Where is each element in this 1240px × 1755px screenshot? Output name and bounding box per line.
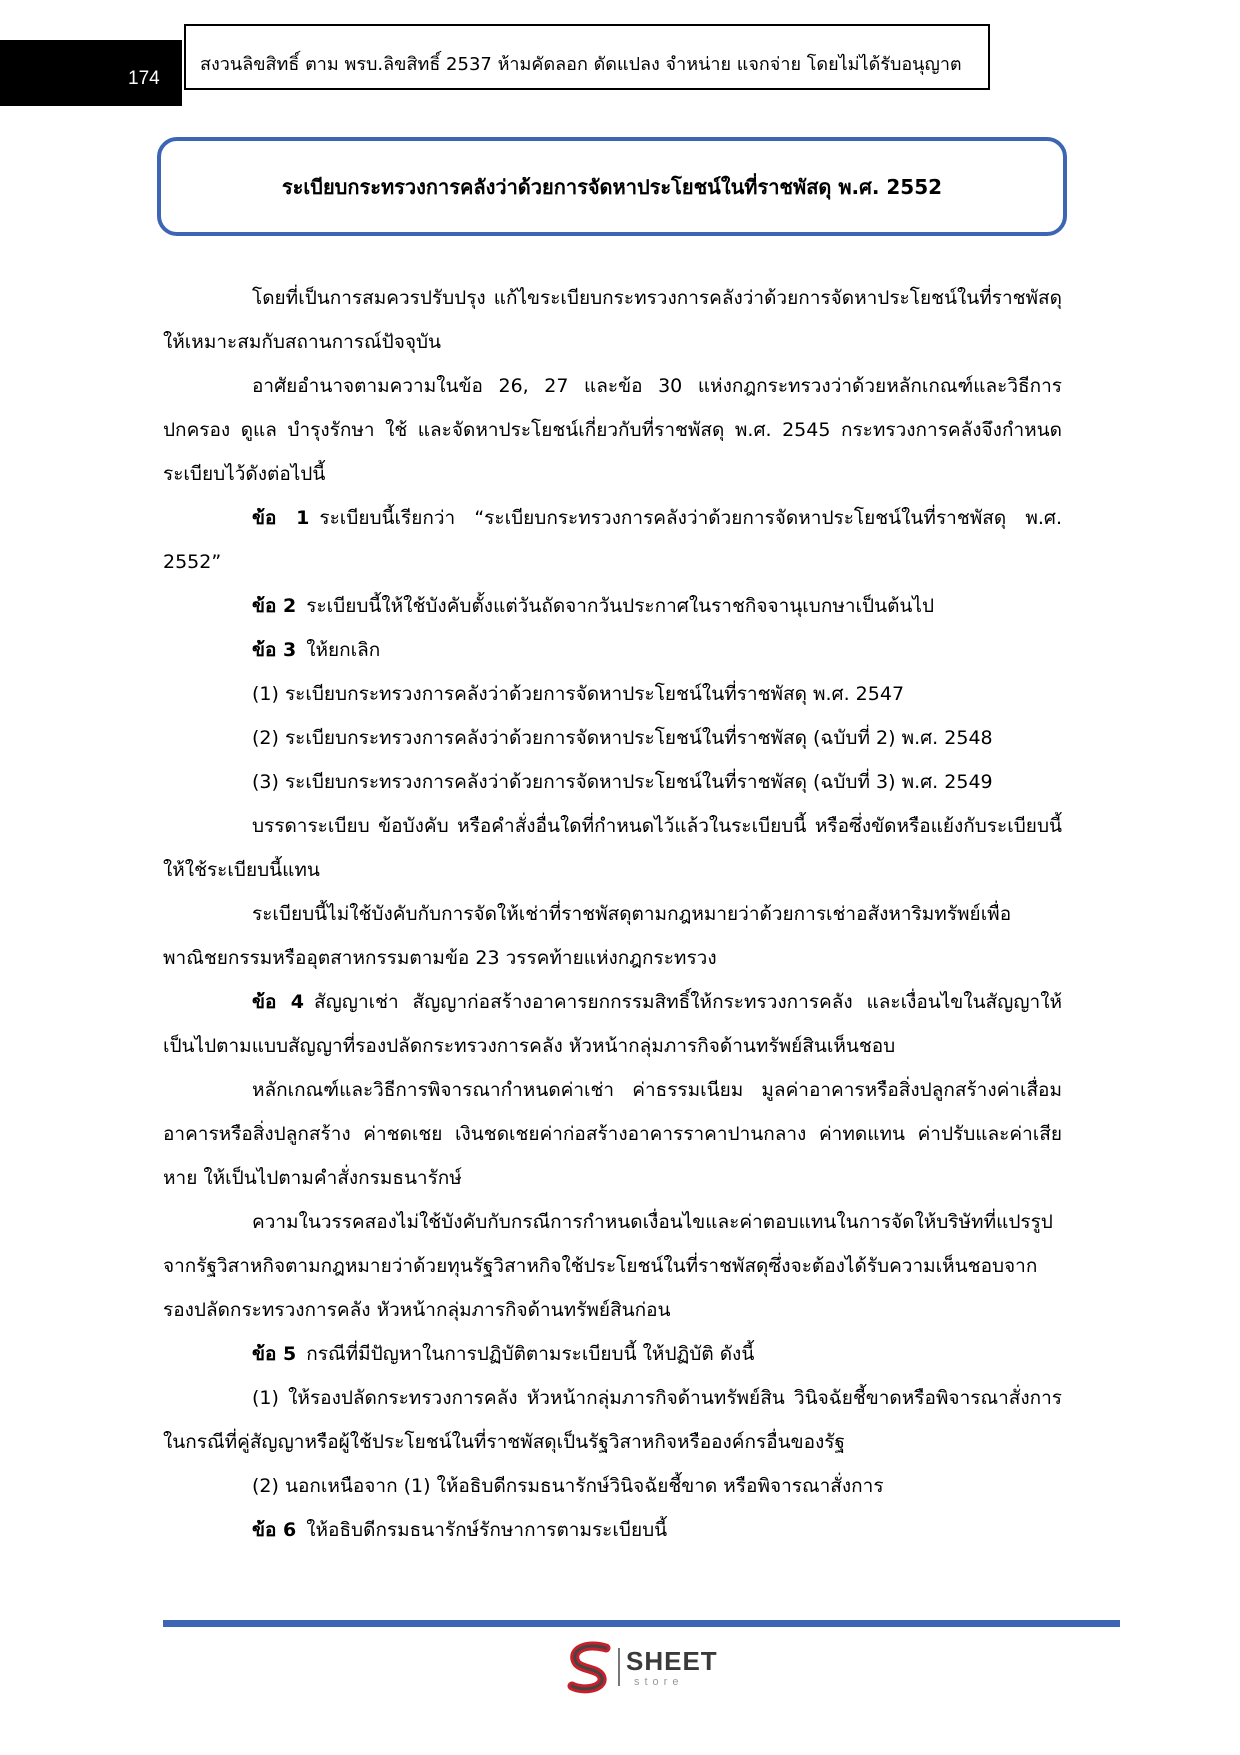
clause-4 bbox=[163, 980, 1062, 1068]
clause-4-paragraph-1: หลักเกณฑ์และวิธีการพิจารณากำหนดค่าเช่า ค่าธรรมเนียม มูลค่าอาคารหรือสิ่งปลูกสร้างค่าเสื่อมอาคารหรือสิ่งปลูกสร้าง ค่าชดเชย เงินชดเชยค่าก่อสร้างอาคารราคาปานกลาง ค่าทดแทน ค่าปรับและค่าเสียหาย ให้เป็นไปตามคำสั่งกรมธนารักษ์ bbox=[163, 1079, 1062, 1189]
document-body bbox=[163, 276, 1062, 1552]
sheet-store-logo bbox=[566, 1640, 750, 1696]
clause-1 bbox=[163, 496, 1062, 584]
clause-3-label: ข้อ 3 bbox=[252, 639, 297, 661]
title-box bbox=[157, 137, 1067, 236]
preamble-paragraph-2: อาศัยอำนาจตามความในข้อ 26, 27 และข้อ 30 แห่งกฎกระทรวงว่าด้วยหลักเกณฑ์และวิธีการปกครอง ดูแล บำรุงรักษา ใช้ และจัดหาประโยชน์เกี่ยวกับที่ราชพัสดุ พ.ศ. 2545 กระทรวงการคลังจึงกำหนดระเบียบไว้ดังต่อไปนี้ bbox=[163, 375, 1062, 485]
clause-1-text: ระเบียบนี้เรียกว่า “ระเบียบกระทรวงการคลังว่าด้วยการจัดหาประโยชน์ในที่ราชพัสดุ พ.ศ. 2552” bbox=[163, 507, 1062, 573]
preamble-paragraph-1: โดยที่เป็นการสมควรปรับปรุง แก้ไขระเบียบกระทรวงการคลังว่าด้วยการจัดหาประโยชน์ในที่ราชพัสดุให้เหมาะสมกับสถานการณ์ปัจจุบัน bbox=[163, 287, 1062, 353]
clause-1-label: ข้อ 1 bbox=[252, 507, 310, 529]
clause-5-item-1: (1) ให้รองปลัดกระทรวงการคลัง หัวหน้ากลุ่มภารกิจด้านทรัพย์สิน วินิจฉัยชี้ขาดหรือพิจารณาสั่งการ ในกรณีที่คู่สัญญาหรือผู้ใช้ประโยชน์ในที่ราชพัสดุเป็นรัฐวิสาหกิจหรือองค์กรอื่นของรัฐ bbox=[163, 1387, 1062, 1453]
clause-4-paragraph-2: ความในวรรคสองไม่ใช้บังคับกับกรณีการกำหนดเงื่อนไขและค่าตอบแทนในการจัดให้บริษัทที่แปรรูปจากรัฐวิสาหกิจตามกฎหมายว่าด้วยทุนรัฐวิสาหกิจใช้ประโยชน์ในที่ราชพัสดุซึ่งจะต้องได้รับความเห็นชอบจากรองปลัดกระทรวงการคลัง หัวหน้ากลุ่มภารกิจด้านทรัพย์สินก่อน bbox=[163, 1211, 1053, 1321]
clause-3-item-3: (3) ระเบียบกระทรวงการคลังว่าด้วยการจัดหาประโยชน์ในที่ราชพัสดุ (ฉบับที่ 3) พ.ศ. 2549 bbox=[252, 771, 993, 793]
clause-2-text: ระเบียบนี้ให้ใช้บังคับตั้งแต่วันถัดจากวันประกาศในราชกิจจานุเบกษาเป็นต้นไป bbox=[306, 595, 935, 617]
clause-6-text: ให้อธิบดีกรมธนารักษ์รักษาการตามระเบียบนี้ bbox=[306, 1519, 668, 1541]
footer-rule bbox=[163, 1620, 1120, 1627]
clause-3-paragraph-2: ระเบียบนี้ไม่ใช้บังคับกับการจัดให้เช่าที่ราชพัสดุตามกฎหมายว่าด้วยการเช่าอสังหาริมทรัพย์เพื่อพาณิชยกรรมหรืออุตสาหกรรมตามข้อ 23 วรรคท้ายแห่งกฎกระทรวง bbox=[163, 903, 1012, 969]
page-number: 174 bbox=[128, 68, 160, 89]
clause-4-text: สัญญาเช่า สัญญาก่อสร้างอาคารยกกรรมสิทธิ์ให้กระทรวงการคลัง และเงื่อนไขในสัญญาให้เป็นไปตามแบบสัญญาที่รองปลัดกระทรวงการคลัง หัวหน้ากลุ่มภารกิจด้านทรัพย์สินเห็นชอบ bbox=[163, 991, 1062, 1057]
clause-4-label: ข้อ 4 bbox=[252, 991, 304, 1013]
clause-6 bbox=[163, 1508, 1062, 1552]
clause-5 bbox=[163, 1332, 1062, 1376]
clause-2 bbox=[163, 584, 1062, 628]
clause-5-text: กรณีที่มีปัญหาในการปฏิบัติตามระเบียบนี้ ให้ปฏิบัติ ดังนี้ bbox=[306, 1343, 755, 1365]
clause-3-item-2: (2) ระเบียบกระทรวงการคลังว่าด้วยการจัดหาประโยชน์ในที่ราชพัสดุ (ฉบับที่ 2) พ.ศ. 2548 bbox=[252, 727, 993, 749]
clause-6-label: ข้อ 6 bbox=[252, 1519, 297, 1541]
clause-5-label: ข้อ 5 bbox=[252, 1343, 297, 1365]
clause-2-label: ข้อ 2 bbox=[252, 595, 297, 617]
logo-subtext: store bbox=[634, 1676, 684, 1688]
s-logo-icon bbox=[566, 1640, 616, 1696]
copyright-header bbox=[184, 24, 990, 90]
clause-3-text: ให้ยกเลิก bbox=[306, 639, 381, 661]
copyright-notice: สงวนลิขสิทธิ์ ตาม พรบ.ลิขสิทธิ์ 2537 ห้ามคัดลอก ดัดแปลง จำหน่าย แจกจ่าย โดยไม่ได้รับอนุญาต bbox=[200, 54, 962, 75]
logo-divider bbox=[618, 1648, 620, 1686]
clause-3-item-1: (1) ระเบียบกระทรวงการคลังว่าด้วยการจัดหาประโยชน์ในที่ราชพัสดุ พ.ศ. 2547 bbox=[252, 683, 905, 705]
clause-3 bbox=[163, 628, 1062, 672]
clause-3-paragraph-1: บรรดาระเบียบ ข้อบังคับ หรือคำสั่งอื่นใดที่กำหนดไว้แล้วในระเบียบนี้ หรือซึ่งขัดหรือแย้งกับระเบียบนี้ให้ใช้ระเบียบนี้แทน bbox=[163, 815, 1062, 881]
clause-5-item-2: (2) นอกเหนือจาก (1) ให้อธิบดีกรมธนารักษ์วินิจฉัยชี้ขาด หรือพิจารณาสั่งการ bbox=[252, 1475, 884, 1497]
document-title: ระเบียบกระทรวงการคลังว่าด้วยการจัดหาประโยชน์ในที่ราชพัสดุ พ.ศ. 2552 bbox=[281, 174, 943, 199]
logo-wordmark: SHEET bbox=[626, 1646, 718, 1676]
